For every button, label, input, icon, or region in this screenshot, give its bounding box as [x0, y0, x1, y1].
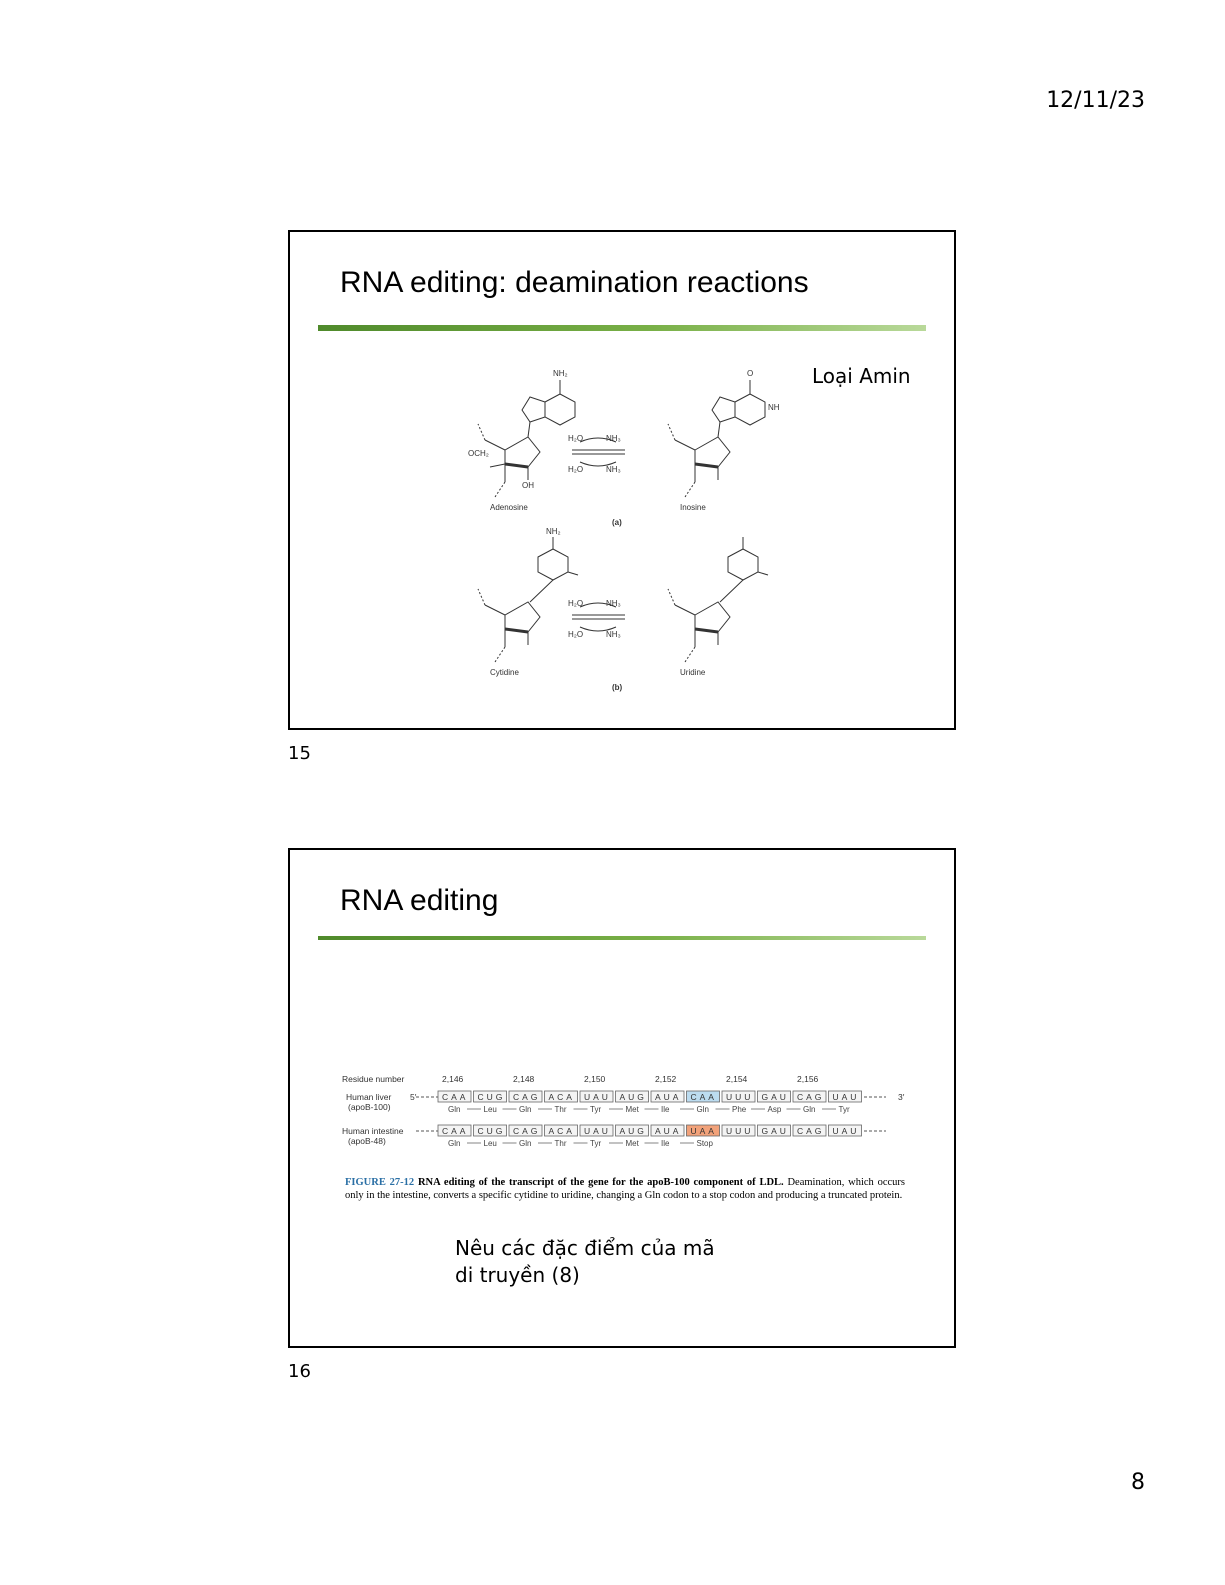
panel-label-a: (a) — [612, 518, 622, 527]
inosine-structure — [668, 380, 765, 497]
slide-15 — [288, 230, 956, 730]
reagent-h2o-b-top: H₂O — [568, 599, 584, 608]
amino-acid: Met — [625, 1139, 639, 1148]
codon-text: AUA — [655, 1126, 682, 1136]
slide-title: RNA editing: deamination reactions — [340, 266, 809, 299]
codon-text: UAA — [690, 1126, 717, 1136]
residue-number: 2,150 — [584, 1074, 606, 1084]
intestine-label: Human intestine — [342, 1126, 404, 1136]
amino-acid: Tyr — [590, 1139, 602, 1148]
intestine-aa-row — [448, 1139, 714, 1148]
codon-text: AUG — [619, 1126, 647, 1136]
slide-note — [455, 1235, 715, 1289]
atom-oh: OH — [522, 481, 534, 490]
codon-text: AUG — [619, 1092, 647, 1102]
intestine-codon-row — [416, 1125, 886, 1136]
amino-acid: Ile — [661, 1139, 670, 1148]
apob-editing-figure — [340, 1072, 910, 1172]
codon-text: UUU — [726, 1092, 754, 1102]
reagent-h2o-b-bottom: H₂O — [568, 630, 584, 639]
codon-text: UUU — [726, 1126, 754, 1136]
residue-number: 2,156 — [797, 1074, 819, 1084]
codon-text: CAG — [513, 1126, 541, 1136]
codon-text: GAU — [761, 1092, 789, 1102]
residue-number: 2,152 — [655, 1074, 677, 1084]
three-prime-label: 3′ — [898, 1092, 905, 1102]
slide-note: Loại Amin — [812, 364, 911, 388]
caption-body: Deamination, which occurs only in the intestine, converts a specific cytidine to uridine, changing a Gln codon to a stop codon and producing a truncated protein. — [345, 1177, 905, 1201]
codon-text: CAG — [797, 1092, 825, 1102]
codon-text: CAG — [797, 1126, 825, 1136]
atom-o: O — [747, 369, 754, 378]
codon-text: CAA — [442, 1092, 469, 1102]
amino-acid: Gln — [803, 1105, 816, 1114]
deamination-figure — [450, 362, 790, 692]
amino-acid: Gln — [519, 1105, 532, 1114]
title-rule — [318, 325, 926, 331]
amino-acid: Met — [625, 1105, 639, 1114]
residue-numbers — [442, 1074, 819, 1084]
reagent-h2o-a-bottom: H₂O — [568, 465, 584, 474]
title-rule — [318, 936, 926, 940]
page-number: 8 — [1131, 1470, 1145, 1495]
codon-text: CAA — [442, 1126, 469, 1136]
reagent-nh3-a-bottom: NH₃ — [606, 465, 621, 474]
caption-bold-text: RNA editing of the transcript of the gene for the apoB-100 component of LDL. — [417, 1177, 784, 1188]
liver-label: Human liver — [346, 1092, 392, 1102]
codon-text: CUG — [477, 1126, 506, 1136]
figure-caption — [345, 1176, 905, 1202]
amino-acid: Stop — [696, 1139, 713, 1148]
caption-figure-label: FIGURE 27-12 — [345, 1177, 415, 1188]
label-inosine: Inosine — [680, 503, 706, 512]
reagent-nh3-b-bottom: NH₃ — [606, 630, 621, 639]
reagent-nh3-b-top: NH₃ — [606, 599, 621, 608]
amino-acid: Leu — [483, 1105, 497, 1114]
amino-acid: Gln — [519, 1139, 532, 1148]
atom-och2: OCH₂ — [468, 449, 489, 458]
codon-text: CUG — [477, 1092, 506, 1102]
codon-text: GAU — [761, 1126, 789, 1136]
cytidine-structure — [478, 537, 578, 662]
label-cytidine: Cytidine — [490, 668, 519, 677]
slide-number: 16 — [288, 1361, 311, 1382]
liver-aa-row — [448, 1105, 850, 1114]
codon-text: CAG — [513, 1092, 541, 1102]
panel-label-b: (b) — [612, 683, 623, 692]
codon-text: ACA — [548, 1092, 575, 1102]
reagent-nh3-a-top: NH₃ — [606, 434, 621, 443]
uridine-structure — [668, 537, 768, 662]
amino-acid: Tyr — [590, 1105, 602, 1114]
amino-acid: Thr — [554, 1105, 567, 1114]
liver-sublabel: (apoB-100) — [348, 1102, 391, 1112]
amino-acid: Asp — [767, 1105, 782, 1114]
codon-text: UAU — [584, 1126, 611, 1136]
amino-acid: Thr — [554, 1139, 567, 1148]
intestine-sublabel: (apoB-48) — [348, 1136, 386, 1146]
amino-acid: Ile — [661, 1105, 670, 1114]
slide-note-line-2: di truyền (8) — [455, 1263, 580, 1287]
amino-acid: Phe — [732, 1105, 747, 1114]
codon-text: UAU — [584, 1092, 611, 1102]
five-prime-label: 5′ — [410, 1092, 417, 1102]
atom-nh: NH — [768, 403, 780, 412]
residue-number: 2,148 — [513, 1074, 535, 1084]
reagent-h2o-a-top: H₂O — [568, 434, 584, 443]
residue-label: Residue number — [342, 1074, 405, 1084]
atom-nh2: NH₂ — [553, 369, 568, 378]
codon-text: CAA — [690, 1092, 717, 1102]
amino-acid: Gln — [696, 1105, 709, 1114]
label-adenosine: Adenosine — [490, 503, 528, 512]
adenosine-structure — [478, 380, 575, 497]
residue-number: 2,146 — [442, 1074, 464, 1084]
amino-acid: Gln — [448, 1139, 461, 1148]
amino-acid: Gln — [448, 1105, 461, 1114]
codon-text: AUA — [655, 1092, 682, 1102]
slide-number: 15 — [288, 743, 311, 764]
date-header: 12/11/23 — [1046, 88, 1145, 113]
slide-16 — [288, 848, 956, 1348]
amino-acid: Tyr — [838, 1105, 850, 1114]
amino-acid: Leu — [483, 1139, 497, 1148]
liver-codon-row — [416, 1091, 886, 1102]
slide-title: RNA editing — [340, 884, 499, 917]
codon-text: UAU — [832, 1126, 860, 1136]
label-uridine: Uridine — [680, 668, 706, 677]
slide-note-line-1: Nêu các đặc điểm của mã — [455, 1236, 715, 1260]
codon-text: ACA — [548, 1126, 575, 1136]
atom-nh2-b: NH₂ — [546, 527, 561, 536]
residue-number: 2,154 — [726, 1074, 748, 1084]
codon-text: UAU — [832, 1092, 860, 1102]
